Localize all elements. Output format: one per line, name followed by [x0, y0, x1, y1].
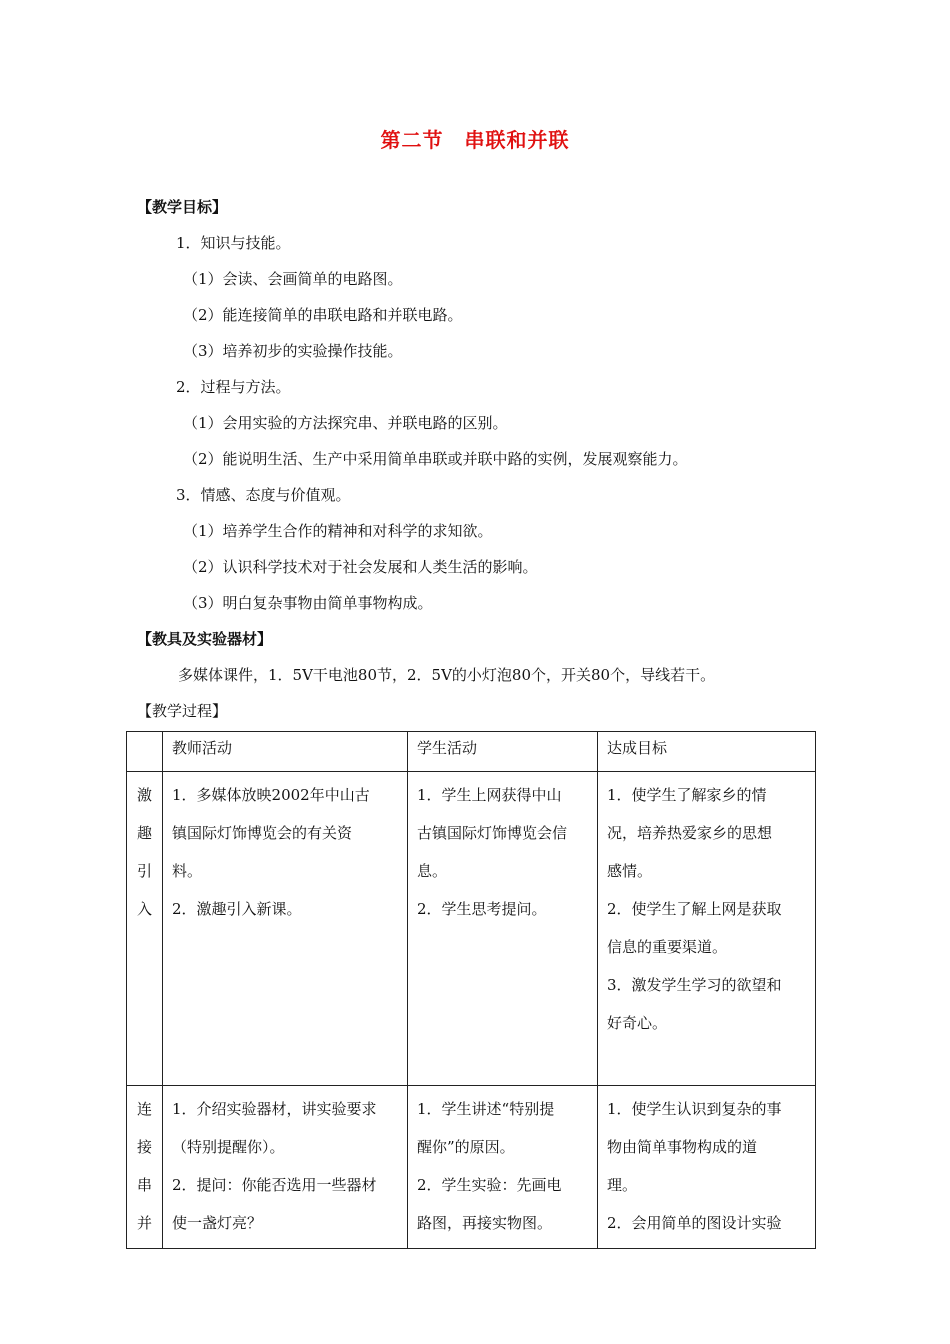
student-activity-cell	[408, 772, 598, 1086]
cell-line: 息。	[417, 862, 448, 880]
cell-line: 使一盏灯亮？	[172, 1214, 263, 1232]
stage-char: 连	[136, 1100, 152, 1118]
header-cell-stage	[127, 732, 163, 772]
cell-line: 镇国际灯饰博览会的有关资	[172, 824, 353, 842]
stage-char: 引	[136, 862, 152, 880]
objective-item: （2）能说明生活、生产中采用简单串联或并联中路的实例，发展观察能力。	[183, 450, 688, 468]
cell-line: 2．学生思考提问。	[417, 900, 547, 918]
teacher-activity-cell	[163, 1086, 408, 1249]
cell-line: 路图，再接实物图。	[417, 1214, 553, 1232]
cell-line: （特别提醒你）。	[172, 1138, 285, 1156]
cell-line: 1．学生上网获得中山	[417, 786, 562, 804]
objectives-heading: 【教学目标】	[137, 198, 228, 216]
table-row	[127, 1086, 816, 1249]
cell-line: 2．会用简单的图设计实验	[607, 1214, 782, 1232]
cell-line: 料。	[172, 862, 203, 880]
cell-line: 古镇国际灯饰博览会信	[417, 824, 568, 842]
objective-item: 1．知识与技能。	[176, 234, 291, 252]
header-cell-goal: 达成目标	[598, 732, 816, 772]
stage-char: 趣	[136, 824, 152, 842]
table-row	[127, 772, 816, 1086]
objective-item: （2）能连接简单的串联电路和并联电路。	[183, 306, 463, 324]
cell-line: 信息的重要渠道。	[607, 938, 728, 956]
cell-line: 物由简单事物构成的道	[607, 1138, 758, 1156]
cell-line: 1．使学生认识到复杂的事	[607, 1100, 782, 1118]
stage-char: 并	[136, 1214, 152, 1232]
cell-line: 好奇心。	[607, 1014, 668, 1032]
equipment-text: 多媒体课件，1．5V干电池80节，2．5V的小灯泡80个，开关80个，导线若干。	[178, 666, 716, 684]
student-activity-cell	[408, 1086, 598, 1249]
page-title: 第二节 串联和并联	[380, 128, 570, 152]
objective-item: （3）培养初步的实验操作技能。	[183, 342, 403, 360]
cell-line: 2．使学生了解上网是获取	[607, 900, 782, 918]
cell-line: 2．激趣引入新课。	[172, 900, 302, 918]
objective-item: 2．过程与方法。	[176, 378, 291, 396]
teaching-process-table	[126, 731, 816, 1249]
cell-line: 1．学生讲述“特别提	[417, 1100, 555, 1118]
cell-line: 感情。	[607, 862, 653, 880]
cell-line: 2．提问：你能否选用一些器材	[172, 1176, 377, 1194]
table-header-row	[127, 732, 816, 772]
cell-line: 1．多媒体放映2002年中山古	[172, 786, 370, 804]
stage-char: 入	[136, 900, 152, 918]
goal-cell	[598, 1086, 816, 1249]
stage-char: 接	[136, 1138, 152, 1156]
objective-item: （1）会用实验的方法探究串、并联电路的区别。	[183, 414, 508, 432]
cell-line: 1．使学生了解家乡的情	[607, 786, 767, 804]
objective-item: 3．情感、态度与价值观。	[176, 486, 351, 504]
goal-cell	[598, 772, 816, 1086]
objective-item: （3）明白复杂事物由简单事物构成。	[183, 594, 433, 612]
stage-char: 激	[136, 786, 152, 804]
objective-item: （1）会读、会画简单的电路图。	[183, 270, 403, 288]
cell-line: 醒你”的原因。	[417, 1138, 515, 1156]
process-heading: 【教学过程】	[137, 702, 228, 720]
stage-cell	[127, 1086, 163, 1249]
cell-line: 3．激发学生学习的欲望和	[607, 976, 782, 994]
header-cell-student: 学生活动	[408, 732, 598, 772]
stage-cell	[127, 772, 163, 1086]
cell-line: 理。	[607, 1176, 638, 1194]
cell-line: 况，培养热爱家乡的思想	[607, 824, 773, 842]
objective-item: （2）认识科学技术对于社会发展和人类生活的影响。	[183, 558, 538, 576]
equipment-heading: 【教具及实验器材】	[137, 630, 273, 648]
objective-item: （1）培养学生合作的精神和对科学的求知欲。	[183, 522, 493, 540]
cell-line: 2．学生实验：先画电	[417, 1176, 562, 1194]
stage-char: 串	[136, 1176, 152, 1194]
teacher-activity-cell	[163, 772, 408, 1086]
header-cell-teacher: 教师活动	[163, 732, 408, 772]
cell-line: 1．介绍实验器材，讲实验要求	[172, 1100, 377, 1118]
